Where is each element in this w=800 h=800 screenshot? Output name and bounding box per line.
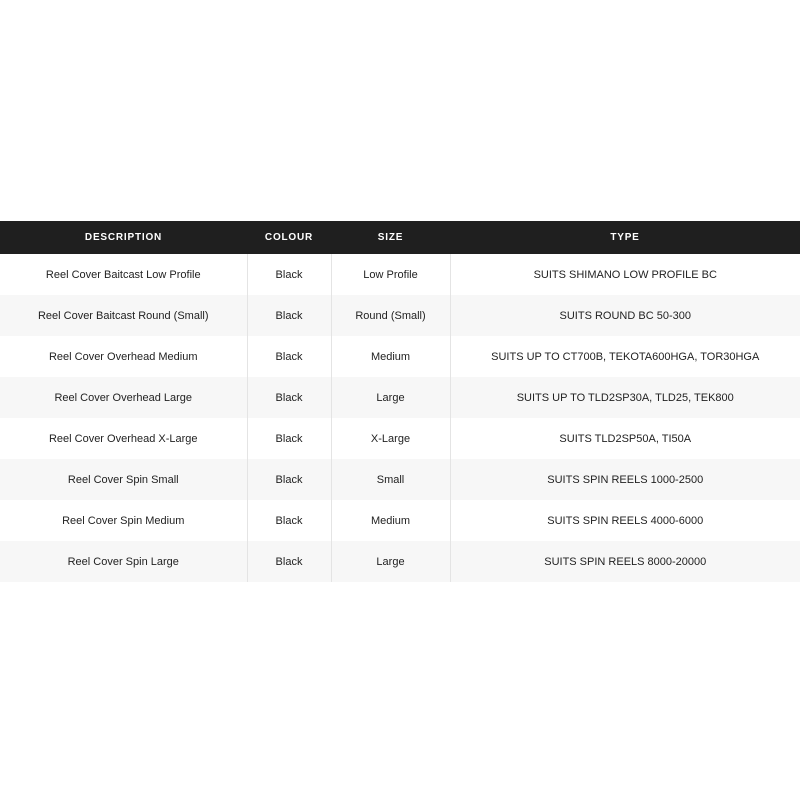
cell-type: SUITS TLD2SP50A, TI50A bbox=[559, 432, 692, 445]
table-header-row bbox=[0, 221, 800, 254]
cell-type: SUITS SHIMANO LOW PROFILE BC bbox=[533, 268, 717, 281]
cell-size: Low Profile bbox=[331, 254, 450, 295]
cell-type: SUITS UP TO CT700B, TEKOTA600HGA, TOR30HGA bbox=[491, 350, 760, 363]
table-row bbox=[0, 418, 800, 459]
cell-colour: Black bbox=[247, 459, 331, 500]
table-header bbox=[0, 221, 800, 254]
cell-colour: Black bbox=[247, 377, 331, 418]
cell-description: Reel Cover Spin Large bbox=[0, 541, 247, 582]
cell-colour: Black bbox=[247, 254, 331, 295]
table-row bbox=[0, 254, 800, 295]
cell-size: Medium bbox=[331, 500, 450, 541]
table-row bbox=[0, 459, 800, 500]
cell-type: SUITS SPIN REELS 1000-2500 bbox=[547, 473, 704, 486]
cell-size: Large bbox=[331, 377, 450, 418]
cell-description: Reel Cover Spin Medium bbox=[0, 500, 247, 541]
cell-colour: Black bbox=[247, 500, 331, 541]
header-description: DESCRIPTION bbox=[84, 232, 163, 243]
cell-colour: Black bbox=[247, 541, 331, 582]
header-size: SIZE bbox=[377, 232, 404, 243]
cell-type: SUITS UP TO TLD2SP30A, TLD25, TEK800 bbox=[516, 391, 734, 404]
cell-description: Reel Cover Baitcast Low Profile bbox=[0, 254, 247, 295]
cell-colour: Black bbox=[247, 336, 331, 377]
product-spec-table bbox=[0, 221, 800, 582]
cell-colour: Black bbox=[247, 418, 331, 459]
table-row bbox=[0, 377, 800, 418]
cell-size: Small bbox=[331, 459, 450, 500]
table-row bbox=[0, 295, 800, 336]
cell-description: Reel Cover Overhead X-Large bbox=[0, 418, 247, 459]
cell-size: X-Large bbox=[331, 418, 450, 459]
table-row bbox=[0, 336, 800, 377]
table-row bbox=[0, 541, 800, 582]
header-type: TYPE bbox=[610, 232, 640, 243]
cell-type: SUITS SPIN REELS 8000-20000 bbox=[544, 555, 707, 568]
table-row bbox=[0, 500, 800, 541]
cell-description: Reel Cover Baitcast Round (Small) bbox=[0, 295, 247, 336]
cell-size: Large bbox=[331, 541, 450, 582]
cell-description: Reel Cover Overhead Medium bbox=[0, 336, 247, 377]
cell-colour: Black bbox=[247, 295, 331, 336]
table-body bbox=[0, 254, 800, 582]
cell-description: Reel Cover Overhead Large bbox=[0, 377, 247, 418]
cell-description: Reel Cover Spin Small bbox=[0, 459, 247, 500]
header-colour: COLOUR bbox=[264, 232, 314, 243]
cell-size: Round (Small) bbox=[331, 295, 450, 336]
cell-type: SUITS ROUND BC 50-300 bbox=[559, 309, 691, 322]
cell-type: SUITS SPIN REELS 4000-6000 bbox=[547, 514, 704, 527]
cell-size: Medium bbox=[331, 336, 450, 377]
